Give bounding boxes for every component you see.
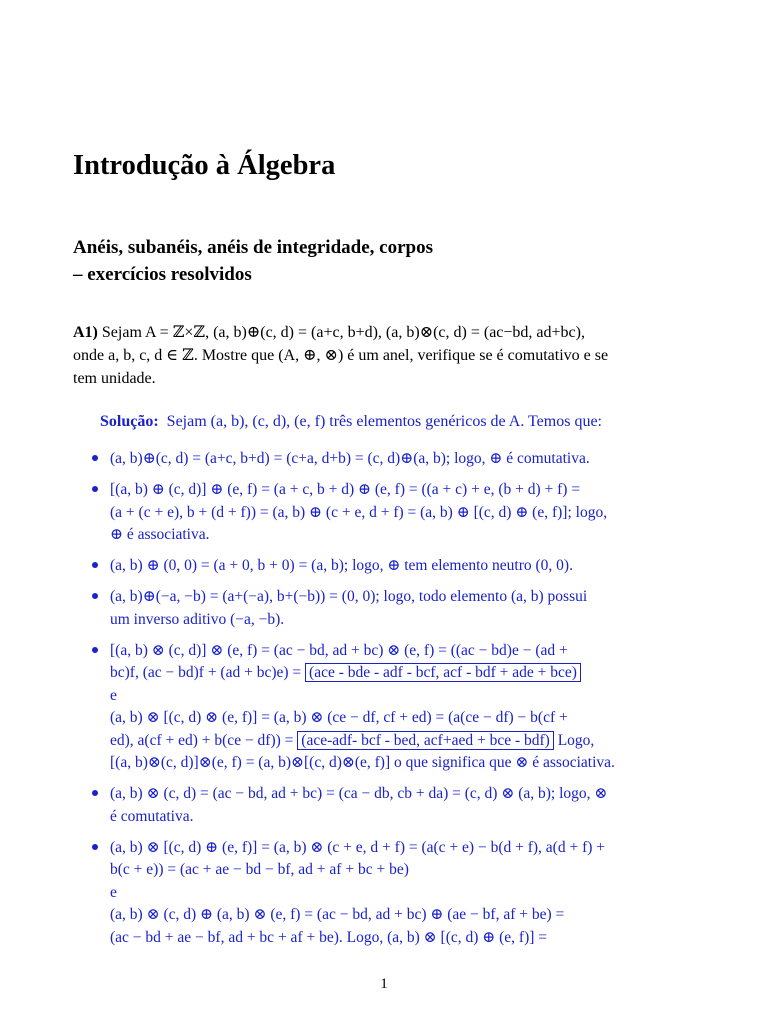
item-line: ⊕ é associativa. [110,526,210,543]
problem-label: A1) [73,324,98,341]
page-title: Introdução à Álgebra [73,150,336,181]
list-item-additive-commutativity [92,448,696,471]
item-line: é comutativa. [110,807,194,825]
problem-line: tem unidade. [73,370,156,387]
item-line: ed), a(cf + ed) + b(ce − df)) = (ace-adf- bcf - bed, acf+aed + bce - bdf) Logo, [110,731,595,749]
bullet-icon [92,790,98,796]
item-line: b(c + e)) = (ac + ae − bd − bf, ad + af + bc + be) [110,861,409,878]
list-item-multiplicative-associativity [92,640,696,775]
item-line: (a, b) ⊗ [(c, d) ⊗ (e, f)] = (a, b) ⊗ (ce − df, cf + ed) = (a(ce − df) − b(cf + [110,709,568,726]
boxed-result: (ace-adf- bcf - bed, acf+aed + bce - bdf) [297,731,554,750]
item-line: (a, b)⊕(−a, −b) = (a+(−a), b+(−b)) = (0, 0); logo, todo elemento (a, b) possui [110,588,588,605]
item-line: e [110,686,117,704]
list-item-distributivity [92,837,696,950]
list-item-additive-identity [92,555,696,578]
item-line: um inverso aditivo (−a, −b). [110,610,285,628]
bullet-icon [92,486,98,492]
item-line: (a + (c + e), b + (d + f)) = (a, b) ⊕ (c + e, d + f) = (a, b) ⊕ [(c, d) ⊕ (e, f)]; logo, [110,503,608,521]
page-number: 1 [380,976,388,992]
problem-line: A1) Sejam A = ℤ×ℤ, (a, b)⊕(c, d) = (a+c, b+d), (a, b)⊗(c, d) = (ac−bd, ad+bc), [73,324,585,341]
bullet-icon [92,844,98,850]
section-subtitle [73,234,433,288]
bullet-icon [92,562,98,568]
list-item-additive-associativity [92,479,696,547]
subtitle-line: – exercícios resolvidos [73,264,252,285]
item-line: (ac − bd + ae − bf, ad + bc + af + be). Logo, (a, b) ⊗ [(c, d) ⊕ (e, f)] = [110,928,548,946]
bullet-icon [92,455,98,461]
item-line: e [110,883,117,901]
item-line: (a, b) ⊗ (c, d) = (ac − bd, ad + bc) = (ca − db, cb + da) = (c, d) ⊗ (a, b); logo, ⊗ [110,785,608,802]
list-item-multiplicative-commutativity [92,783,696,828]
item-line: (a, b) ⊗ [(c, d) ⊕ (e, f)] = (a, b) ⊗ (c + e, d + f) = (a(c + e) − b(d + f), a(d + f) + [110,838,606,856]
solution-list [92,448,696,958]
item-line: (a, b)⊕(c, d) = (a+c, b+d) = (c+a, d+b) = (c, d)⊕(a, b); logo, ⊕ é comutativa. [110,450,590,467]
item-line: (a, b) ⊗ (c, d) ⊕ (a, b) ⊗ (e, f) = (ac − bd, ad + bc) ⊕ (ae − bf, af + be) = [110,906,565,923]
bullet-icon [92,593,98,599]
bullet-icon [92,647,98,653]
problem-statement [73,321,695,390]
item-line: [(a, b) ⊕ (c, d)] ⊕ (e, f) = (a + c, b + d) ⊕ (e, f) = ((a + c) + e, (b + d) + f) = [110,481,581,498]
list-item-additive-inverse [92,586,696,631]
item-line: bc)f, (ac − bd)f + (ad + bc)e) = (ace - bde - adf - bcf, acf - bdf + ade + bce) [110,662,696,685]
solution-label: Solução: [100,413,159,430]
subtitle-line: Anéis, subanéis, anéis de integridade, corpos [73,237,433,258]
solution-intro: Solução: Sejam (a, b), (c, d), (e, f) três elementos genéricos de A. Temos que: [100,413,602,430]
item-line: [(a, b) ⊗ (c, d)] ⊗ (e, f) = (ac − bd, ad + bc) ⊗ (e, f) = ((ac − bd)e − (ad + [110,641,568,659]
problem-line: onde a, b, c, d ∈ ℤ. Mostre que (A, ⊕, ⊗) é um anel, verifique se é comutativo e se [73,347,609,364]
item-line: [(a, b)⊗(c, d)]⊗(e, f) = (a, b)⊗[(c, d)⊗(e, f)] o que significa que ⊗ é associativa. [110,754,615,771]
boxed-result: (ace - bde - adf - bcf, acf - bdf + ade + bce) [305,663,581,682]
item-line: (a, b) ⊕ (0, 0) = (a + 0, b + 0) = (a, b); logo, ⊕ tem elemento neutro (0, 0). [110,557,573,574]
